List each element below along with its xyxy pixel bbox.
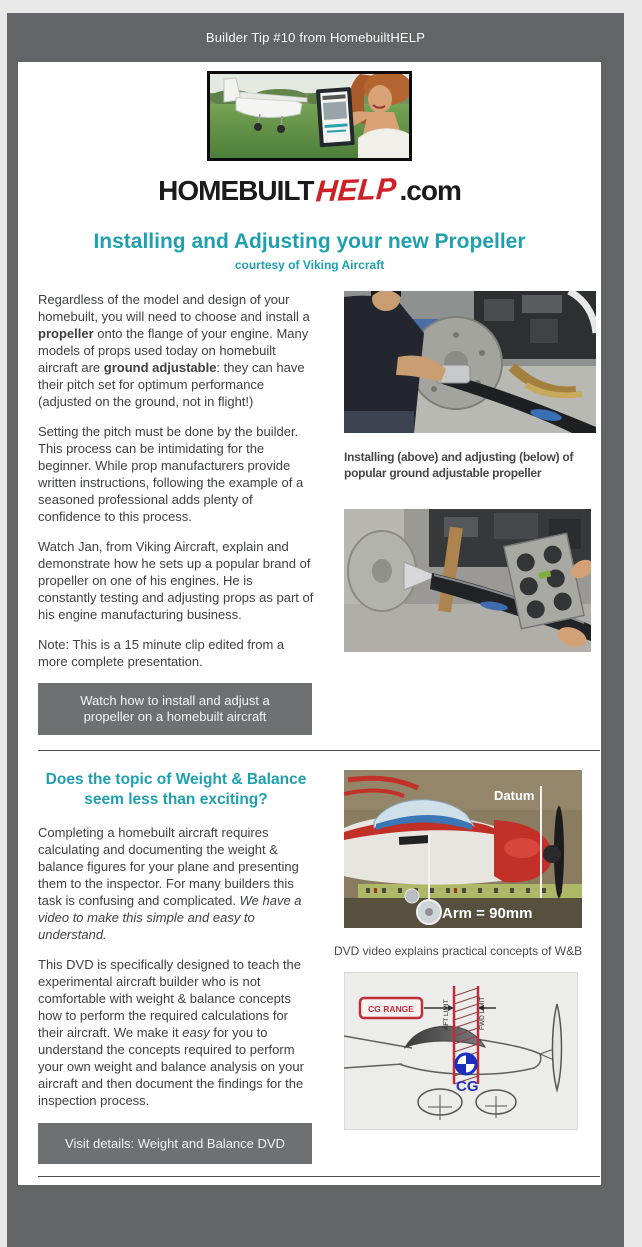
arm-label: Arm = 90mm: [442, 905, 533, 922]
hero-photo: [207, 71, 412, 161]
page-background: [0, 13, 642, 1247]
watch-video-button[interactable]: Watch how to install and adjust a propeller on a homebuilt aircraft: [38, 683, 312, 735]
logo-text-help: HELP: [315, 172, 398, 209]
wb-heading: [38, 770, 314, 810]
fwd-limit-label: FWD LIMIT: [479, 996, 486, 1030]
propeller-section: [18, 291, 601, 735]
datum-label: Datum: [494, 788, 535, 803]
logo-text-com: .com: [399, 175, 461, 206]
article-title: Installing and Adjusting your new Propeller: [93, 230, 526, 253]
propeller-photo-caption: Installing (above) and adjusting (below) of popular ground adjustable propeller: [344, 450, 574, 480]
paragraph-1: Regardless of the model and design of your homebuilt, you will need to choose and install a propeller onto the flange of your engine. Many models of props used today on homebuilt aircraft are ground adjustable: they can have their pitch set for optimum performance (adjusted on the ground, not in flight!): [38, 292, 310, 409]
wb-photo-caption: DVD video explains practical concepts of W&B: [334, 944, 583, 958]
divider: [38, 1176, 600, 1177]
cg-range-label: CG RANGE: [368, 1004, 414, 1014]
cg-range-diagram: [344, 972, 578, 1130]
article-subtitle: courtesy of Viking Aircraft: [234, 258, 385, 272]
wb-text-column: [38, 770, 314, 1164]
logo-text-homebuilt: HOMEBUILT: [158, 175, 314, 206]
content-card: [18, 62, 601, 1185]
email-frame: [7, 13, 624, 1247]
propeller-photo-column: [344, 291, 596, 735]
propeller-install-photo: [344, 291, 596, 433]
hero-photo-illustration: [210, 74, 409, 158]
newsletter-banner: [7, 13, 624, 62]
homebuilthelp-logo: [18, 174, 601, 208]
wb-heading-line: seem less than exciting?: [84, 791, 268, 808]
cg-label: CG: [456, 1078, 479, 1095]
banner-text: Builder Tip #10 from HomebuiltHELP: [205, 30, 426, 45]
wb-photo-column: [334, 770, 596, 1164]
propeller-adjust-photo: [344, 509, 591, 652]
paragraph-6: This DVD is specifically designed to teach the experimental aircraft builder who is not comfortable with weight & balance concepts how to perform the required calculations for their aircraft. We make it easy for you to understand the concepts required to perform your own weight and balance analysis on your aircraft and then document the findings for the inspection process.: [38, 957, 304, 1108]
propeller-text-column: [38, 291, 314, 735]
aft-limit-label: AFT LIMIT: [443, 999, 450, 1030]
paragraph-5: Completing a homebuilt aircraft requires calculating and documenting the weight & balance figures for your plane and presenting them to the inspector. For many builders this task is confusing and complicated. We have a video to make this simple and easy to understand.: [38, 825, 302, 942]
weight-balance-section: [18, 770, 601, 1164]
paragraph-3: Watch Jan, from Viking Aircraft, explain and demonstrate how he sets up a popular brand of propeller on one of his engines. He is constantly testing and adjusting props as part of his engine manufacturing business.: [38, 539, 314, 622]
divider: [38, 750, 600, 751]
wb-datum-photo: [344, 770, 582, 928]
paragraph-4: Note: This is a 15 minute clip edited from a more complete presentation.: [38, 637, 285, 669]
wb-heading-line: Does the topic of Weight & Balance: [45, 771, 307, 788]
visit-details-button[interactable]: Visit details: Weight and Balance DVD: [38, 1123, 312, 1164]
paragraph-2: Setting the pitch must be done by the builder. This process can be intimidating for the beginner. While prop manufacturers provide written instructions, following the example of a seasoned professional adds plenty of confidence to this process.: [38, 424, 304, 524]
